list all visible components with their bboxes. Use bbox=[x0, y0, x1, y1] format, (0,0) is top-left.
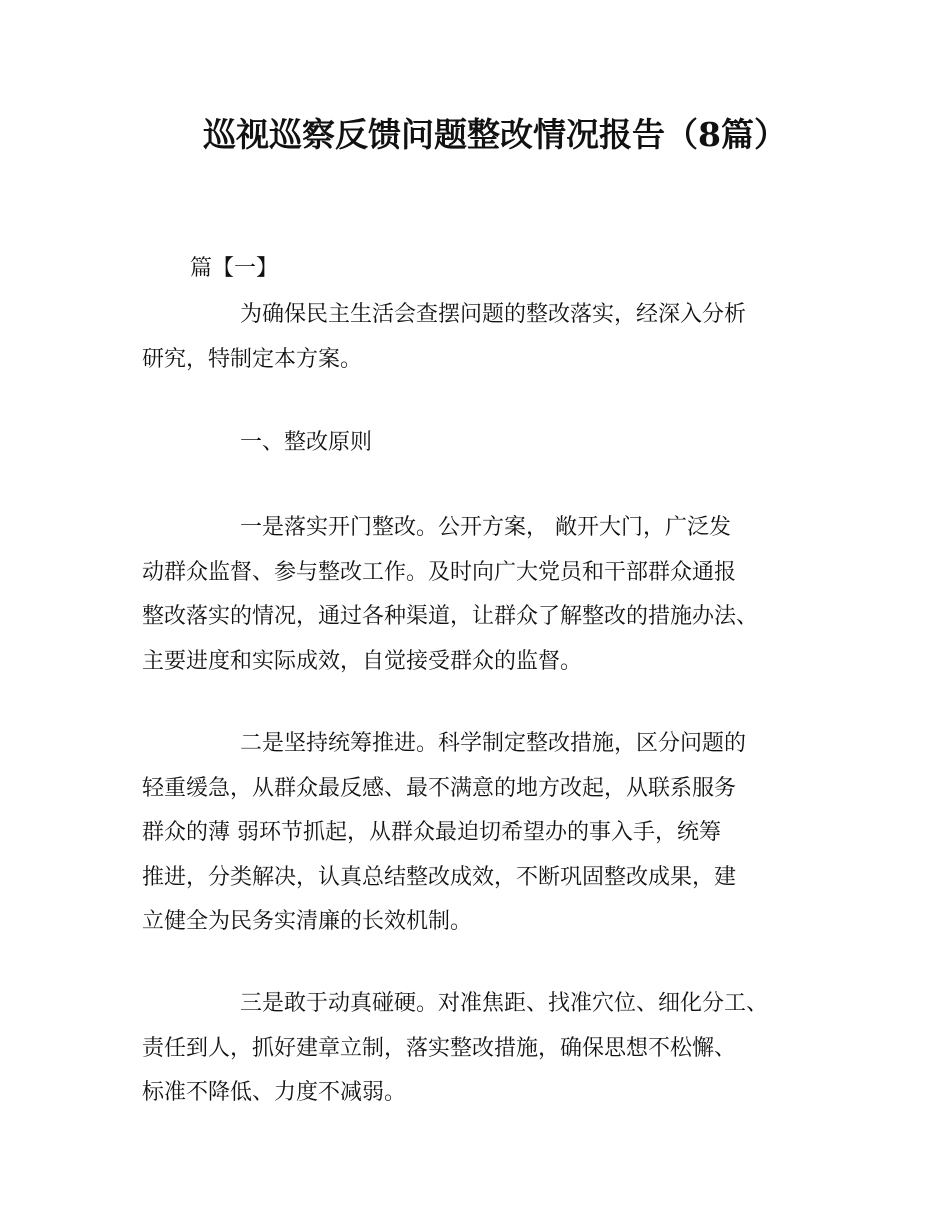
paragraph-line: 推进，分类解决，认真总结整改成效，不断巩固整改成果，建 bbox=[142, 864, 737, 890]
paragraph-line: 为确保民主生活会查摆问题的整改落实，经深入分析 bbox=[240, 302, 747, 327]
paragraph-line: 研究，特制定本方案。 bbox=[142, 346, 363, 372]
section-label: 篇【一】 bbox=[190, 256, 279, 281]
paragraph-tackle-hard-issues bbox=[142, 982, 822, 1116]
paragraph-line: 群众的薄 弱环节抓起，从群众最迫切希望办的事入手，统筹 bbox=[142, 820, 721, 845]
paragraph-line: 整改落实的情况，通过各种渠道，让群众了解整改的措施办法、 bbox=[142, 604, 759, 629]
paragraph-line: 主要进度和实际成效，自觉接受群众的监督。 bbox=[142, 648, 583, 674]
paragraph-open-rectification bbox=[142, 506, 822, 684]
heading-principles bbox=[142, 421, 822, 466]
paragraph-coordinated-progress bbox=[142, 722, 822, 945]
paragraph-line: 轻重缓急，从群众最反感、最不满意的地方改起，从联系服务 bbox=[142, 775, 737, 801]
paragraph-line: 一、整改原则 bbox=[240, 430, 373, 455]
paragraph-line: 三是敢于动真碰硬。对准焦距、找准穴位、细化分工、 bbox=[240, 991, 769, 1016]
paragraph-line: 二是坚持统筹推进。科学制定整改措施，区分问题的 bbox=[240, 731, 747, 756]
paragraph-line: 立健全为民务实清廉的长效机制。 bbox=[142, 909, 473, 934]
paragraph-line: 责任到人，抓好建章立制，落实整改措施，确保思想不松懈、 bbox=[142, 1035, 737, 1061]
paragraph-line: 一是落实开门整改。公开方案， 敞开大门，广泛发 bbox=[240, 515, 731, 540]
paragraph-line: 标准不降低、力度不减弱。 bbox=[142, 1080, 407, 1105]
paragraph-intro bbox=[142, 293, 822, 382]
document-title: 巡视巡察反馈问题整改情况报告（8篇） bbox=[203, 115, 787, 154]
paragraph-line: 动群众监督、参与整改工作。及时向广大党员和干部群众通报 bbox=[142, 559, 737, 585]
